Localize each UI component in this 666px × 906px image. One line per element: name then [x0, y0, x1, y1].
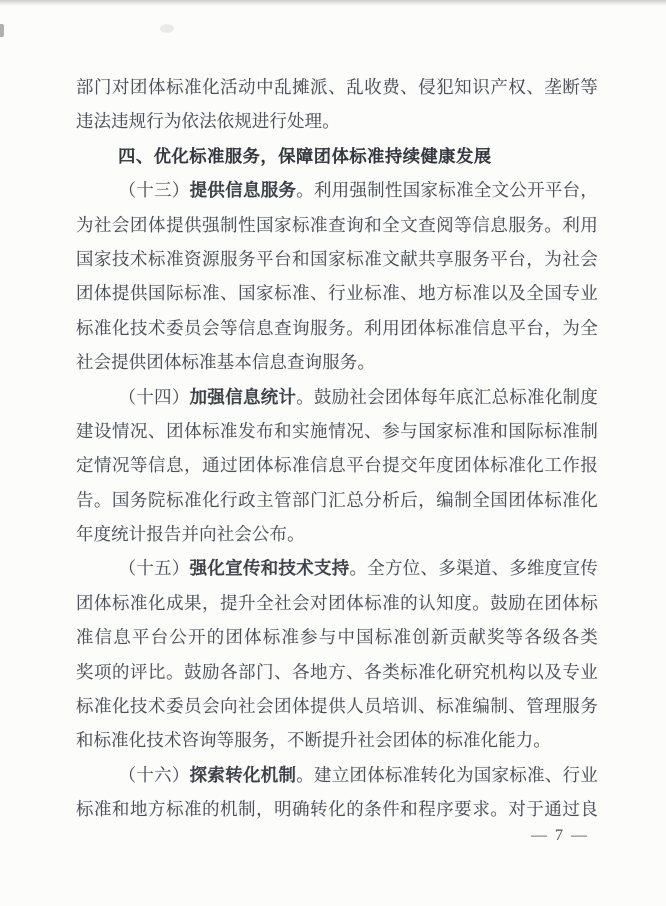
- paragraph-lead-bold: 探索转化机制: [189, 764, 297, 785]
- text-line: [76, 483, 598, 517]
- text-segment: 。鼓励社会团体每年底汇总标准化制度: [296, 386, 598, 407]
- text-segment: 团体提供国际标准、国家标准、行业标准、地方标准以及全国专业: [76, 283, 598, 304]
- text-line: [76, 551, 598, 585]
- scan-artifact-smudge: [160, 24, 174, 33]
- text-segment: 四、优化标准服务，保障团体标准持续健康发展: [118, 145, 492, 166]
- scan-artifact-top-band: [0, 0, 666, 6]
- text-line: [76, 242, 598, 276]
- text-segment: 和标准化技术咨询等服务，不断提升社会团体的标准化能力。: [76, 730, 551, 751]
- paragraph-lead-bold: 加强信息统计: [189, 386, 297, 407]
- text-segment: 定情况等信息，通过团体标准信息平台提交年度团体标准化工作报: [76, 455, 598, 476]
- text-segment: 国家技术标准资源服务平台和国家标准文献共享服务平台，为社会: [76, 248, 598, 269]
- text-segment: 。建立团体标准转化为国家标准、行业: [296, 764, 598, 785]
- text-line: [76, 173, 598, 207]
- section-heading: [76, 139, 598, 173]
- text-line: [76, 448, 598, 482]
- text-segment: 社会提供团体标准基本信息查询服务。: [76, 352, 376, 373]
- text-line: [76, 345, 598, 379]
- text-line: [76, 586, 598, 620]
- paragraph-lead-bold: 提供信息服务: [189, 180, 297, 201]
- scan-artifact-left-nick: [0, 24, 4, 37]
- text-segment: 标准和地方标准的机制，明确转化的条件和程序要求。对于通过良: [76, 799, 598, 820]
- text-line: [76, 380, 598, 414]
- text-line: [76, 655, 598, 689]
- text-segment: 准信息平台公开的团体标准参与中国标准创新贡献奖等各级各类: [76, 627, 598, 648]
- text-segment: （十五）: [118, 558, 190, 579]
- text-segment: 年度统计报告并向社会公布。: [76, 524, 305, 545]
- text-segment: 标准化技术委员会向社会团体提供人员培训、标准编制、管理服务: [76, 696, 598, 717]
- paragraph-lead-bold: 强化宣传和技术支持: [189, 558, 350, 579]
- text-segment: 告。国务院标准化行政主管部门汇总分析后，编制全国团体标准化: [76, 489, 598, 510]
- text-line: [76, 208, 598, 242]
- text-line: [76, 689, 598, 723]
- text-line: [76, 104, 598, 138]
- page-number: — 7 —: [531, 827, 589, 844]
- text-segment: 建设情况、团体标准发布和实施情况、参与国家标准和国际标准制: [76, 420, 598, 441]
- text-line: [76, 758, 598, 792]
- text-segment: 奖项的评比。鼓励各部门、各地方、各类标准化研究机构以及专业: [76, 661, 598, 682]
- text-line: [76, 620, 598, 654]
- text-segment: 团体标准化成果，提升全社会对团体标准的认知度。鼓励在团体标: [76, 592, 598, 613]
- text-segment: （十六）: [118, 764, 190, 785]
- text-segment: 。全方位、多渠道、多维度宣传: [349, 558, 598, 579]
- text-segment: 部门对团体标准化活动中乱摊派、乱收费、侵犯知识产权、垄断等: [76, 77, 598, 97]
- text-segment: （十三）: [118, 180, 190, 201]
- document-body: [76, 70, 598, 827]
- text-segment: 标准化技术委员会等信息查询服务。利用团体标准信息平台，为全: [76, 317, 598, 338]
- text-line: [76, 311, 598, 345]
- text-line: [76, 276, 598, 310]
- text-line: [76, 70, 598, 104]
- text-line: [76, 723, 598, 757]
- text-line: [76, 792, 598, 826]
- text-segment: 。利用强制性国家标准全文公开平台，: [296, 180, 598, 201]
- text-segment: 违法违规行为依法依规进行处理。: [76, 111, 340, 132]
- text-line: [76, 517, 598, 551]
- text-segment: 为社会团体提供强制性国家标准查询和全文查阅等信息服务。利用: [76, 214, 598, 235]
- text-segment: （十四）: [118, 386, 190, 407]
- text-line: [76, 414, 598, 448]
